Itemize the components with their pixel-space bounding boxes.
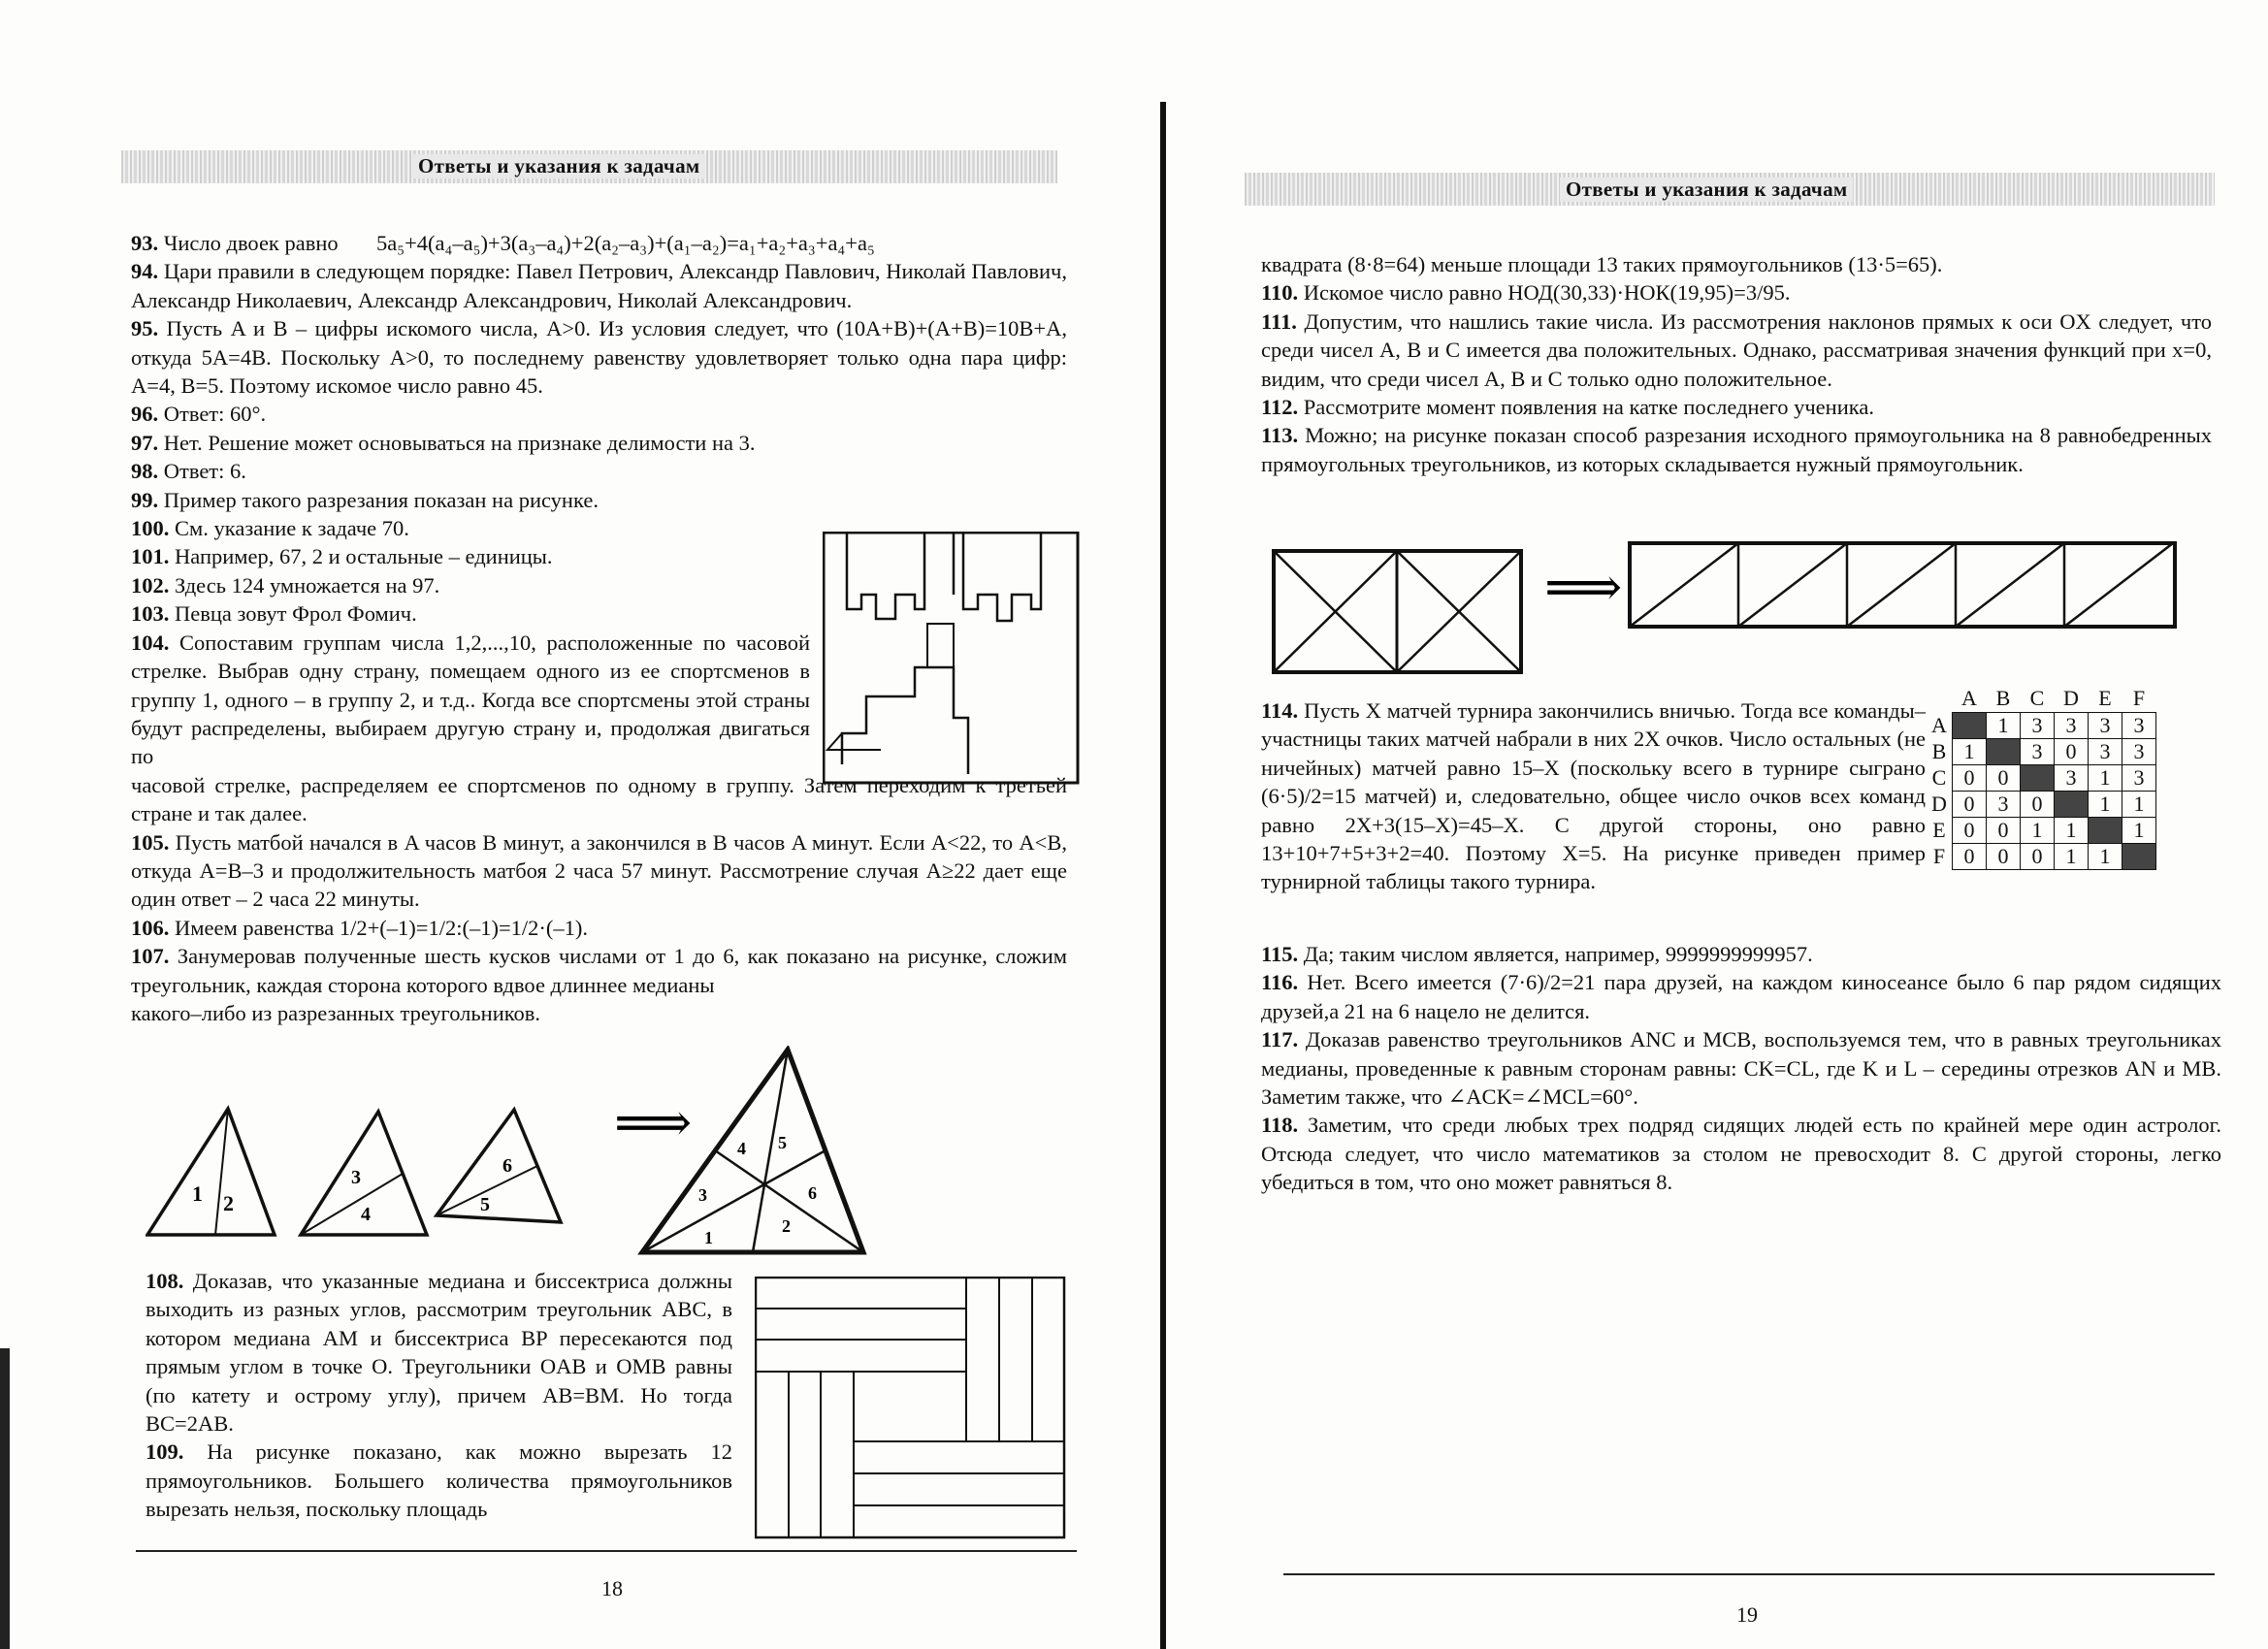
table-cell: 1 <box>2055 818 2089 844</box>
table-cell: 3 <box>2122 713 2156 739</box>
piece-label: 3 <box>698 1185 707 1205</box>
table-cell: 1 <box>2122 792 2156 818</box>
column-header: D <box>2063 686 2079 710</box>
piece-label: 5 <box>480 1194 490 1215</box>
answer-104: 104. Сопоставим группам числа 1,2,...,10, расположенные по часовой стрелке. Выбрав одну страну, помещаем одного из ее спортсменов в группу 1, одного – в группу 2, и т.д.. Когда все спортсмены этой страны будут распределены, выбираем другую страну и, продолжая двигаться по <box>131 630 810 769</box>
answer-110: 110. Искомое число равно НОД(30,33)·НОК(19,95)=3/95. <box>1261 280 1791 306</box>
answer-102: 102. Здесь 124 умножается на 97. <box>131 572 440 598</box>
figure-107-triangles <box>146 1046 873 1261</box>
column-header: C <box>2029 686 2045 710</box>
piece-label: 1 <box>192 1181 203 1206</box>
answer-109: 109. На рисунке показано, как можно вырезать 12 прямоугольников. Большего количества прямоугольников вырезать нельзя, поскольку площадь <box>146 1439 732 1522</box>
text-block-115-118 <box>1261 940 2221 1197</box>
piece-label: 3 <box>351 1167 361 1188</box>
page-19 <box>1182 0 2268 1649</box>
formula-93: 5a₅+4(a₄–a₅)+3(a₃–a₄)+2(a₂–a₃)+(a₁–a₂)=a₁+a₂+a₃+a₄+a₅ <box>376 231 875 255</box>
figure-113-triangles <box>1271 539 2183 677</box>
row-header: C <box>1931 765 1947 790</box>
running-header-text: Ответы и указания к задачам <box>412 154 705 178</box>
table-cell: 0 <box>1987 818 2021 844</box>
answer-105: 105. Пусть матбой начался в A часов B минут, а закончился в B часов A минут. Если A<22, то A<B, откуда A=B–3 и продолжительность матбоя 2 часа 57 минут. Рассмотрение случая A≥22 дает еще один ответ – 2 часа 22 минуты. <box>131 829 1067 912</box>
table-cell: 0 <box>1953 818 1987 844</box>
answer-118: 118. Заметим, что среди любых трех подряд сидящих людей есть по крайней мере один астролог. Отсюда следует, что число математиков за столом не превосходит 8. С другой стороны, легко убедиться в том, что оно может равняться 8. <box>1261 1113 2221 1195</box>
table-cell: 3 <box>1987 792 2021 818</box>
table-header-row <box>1927 685 2156 713</box>
row-header: E <box>1932 818 1946 842</box>
table-cell-shaded <box>1987 739 2021 765</box>
running-header-right <box>1245 173 2215 206</box>
text-block-108-109 <box>146 1267 732 1524</box>
table-cell: 1 <box>1987 713 2021 739</box>
table-row <box>1927 713 2156 739</box>
piece-label: 6 <box>502 1155 512 1177</box>
triangle-piece-5-6 <box>437 1110 561 1222</box>
answer-100: 100. См. указание к задаче 70. <box>131 516 409 541</box>
table-cell-shaded <box>2122 844 2156 870</box>
answer-101: 101. Например, 67, 2 и остальные – единицы. <box>131 544 553 569</box>
arrow-icon: ⟹ <box>1544 558 1623 618</box>
arrow-icon: ⟹ <box>614 1093 693 1153</box>
footer-rule <box>136 1550 1077 1552</box>
answer-115: 115. Да; таким числом является, например, 9999999999957. <box>1261 942 1813 966</box>
piece-label: 4 <box>737 1139 746 1158</box>
answer-106: 106. Имеем равенства 1/2+(–1)=1/2:(–1)=1/2·(–1). <box>131 915 588 940</box>
answer-96: 96. Ответ: 60°. <box>131 402 267 427</box>
piece-label: 6 <box>808 1183 817 1203</box>
answer-107-cont: какого–либо из разрезанных треугольников. <box>131 1000 541 1025</box>
answer-97: 97. Нет. Решение может основываться на признаке делимости на 3. <box>131 430 756 455</box>
table-cell: 3 <box>2089 739 2122 765</box>
footer-rule <box>1283 1573 2215 1575</box>
running-header-text: Ответы и указания к задачам <box>1560 178 1853 202</box>
table-cell: 3 <box>2055 765 2089 792</box>
answer-94: 94. Цари правили в следующем порядке: Павел Петрович, Александр Павлович, Николай Павлович, Александр Николаевич, Александр Александрович, Николай Александрович. <box>131 259 1067 312</box>
piece-label: 5 <box>778 1133 787 1152</box>
answer-93: 93. Число двоек равно 5a₅+4(a₄–a₅)+3(a₃–a₄)+2(a₂–a₃)+(a₁–a₂)=a₁+a₂+a₃+a₄+a₅ <box>131 231 875 255</box>
answer-112: 112. Рассмотрите момент появления на катке последнего ученика. <box>1261 395 1874 420</box>
triangle-piece-1-2 <box>147 1109 275 1235</box>
table-row <box>1927 844 2156 870</box>
row-header: D <box>1931 792 1947 816</box>
table-row <box>1927 792 2156 818</box>
column-header: F <box>2132 686 2146 710</box>
table-cell: 0 <box>1987 844 2021 870</box>
column-header: B <box>1995 686 2011 710</box>
row-header: F <box>1932 844 1946 868</box>
table-cell: 3 <box>2122 739 2156 765</box>
table-cell: 1 <box>2089 792 2122 818</box>
page-number: 19 <box>1736 1602 1758 1627</box>
table-row <box>1927 818 2156 844</box>
table-cell: 3 <box>2089 713 2122 739</box>
table-cell: 3 <box>2122 765 2156 792</box>
table-cell-shaded <box>2055 792 2089 818</box>
table-cell: 1 <box>2089 765 2122 792</box>
table-cell: 0 <box>1987 765 2021 792</box>
answer-113: 113. Можно; на рисунке показан способ разрезания исходного прямоугольника на 8 равнобедренных прямоугольных треугольников, из которых складывается нужный прямоугольник. <box>1261 423 2212 476</box>
answer-103: 103. Певца зовут Фрол Фомич. <box>131 601 417 627</box>
table-cell: 3 <box>2055 713 2089 739</box>
answer-107: 107. Занумеровав полученные шесть кусков числами от 1 до 6, как показано на рисунке, сложим треугольник, каждая сторона которого вдвое длиннее медианы <box>131 944 1067 997</box>
table-row <box>1927 739 2156 765</box>
table-cell: 0 <box>1953 765 1987 792</box>
table-cell: 1 <box>2089 844 2122 870</box>
table-cell: 1 <box>2021 818 2055 844</box>
answer-117: 117. Доказав равенство треугольников ANC и MCB, воспользуемся тем, что в равных треугольниках медианы, проведенные к равным сторонам равны: CK=CL, где K и L – середины отрезков AN и MB. Заметим также, что ∠ACK=∠MCL=60°. <box>1261 1027 2221 1110</box>
answer-104-cont: часовой стрелке, распределяем ее спортсменов по одному в группу. Затем переходим к третьей стране и так далее. <box>131 772 1067 826</box>
row-header: A <box>1931 713 1947 737</box>
answer-109-cont: квадрата (8·8=64) меньше площади 13 таких прямоугольников (13·5=65). <box>1261 252 1943 276</box>
table-cell: 0 <box>2021 844 2055 870</box>
figure-99-cutting <box>823 532 1081 786</box>
table-row <box>1927 765 2156 792</box>
tournament-table <box>1927 685 2156 870</box>
page-number: 18 <box>601 1576 623 1600</box>
table-cell: 1 <box>2122 818 2156 844</box>
figure-109-rectangles <box>755 1277 1067 1540</box>
answer-114: 114. Пусть X матчей турнира закончились вничью. Тогда все команды–участницы таких матчей набрали в них 2X очков. Число остальных (не ничейных) матчей равно 15–X (поскольку всего в турнире сыграно (6·5)/2=15 матчей) и, следовательно, общее число очков всех команд равно 2X+3(15–X)=45–X. С другой стороны, оно равно 13+10+7+5+3+2=40. Поэтому X=5. На рисунке приведен пример турнирной таблицы такого турнира. <box>1261 698 1926 894</box>
table-cell: 0 <box>2021 792 2055 818</box>
piece-label: 1 <box>704 1228 713 1247</box>
table-cell-shaded <box>2089 818 2122 844</box>
table-cell: 0 <box>1953 792 1987 818</box>
piece-label: 2 <box>223 1191 234 1215</box>
answer-116: 116. Нет. Всего имеется (7·6)/2=21 пара друзей, на каждом киносеансе было 6 пар рядом сидящих друзей,а 21 на 6 нацело не делится. <box>1261 970 2221 1023</box>
table-cell-shaded <box>1953 713 1987 739</box>
column-header: E <box>2098 686 2112 710</box>
running-header-left <box>121 150 1057 183</box>
answer-111: 111. Допустим, что нашлись такие числа. Из рассмотрения наклонов прямых к оси OX следует, что среди чисел A, B и C имеется два положительных. Однако, рассматривая значения функций при x=0, видим, что среди чисел A, B и C только одно положительное. <box>1261 308 2212 391</box>
row-header: B <box>1931 739 1947 763</box>
text-block-114 <box>1261 696 1926 896</box>
table-cell: 1 <box>2055 844 2089 870</box>
piece-label: 2 <box>782 1216 791 1236</box>
table-cell: 0 <box>1953 844 1987 870</box>
table-cell-shaded <box>2021 765 2055 792</box>
answer-99: 99. Пример такого разрезания показан на рисунке. <box>131 487 599 512</box>
answer-108: 108. Доказав, что указанные медиана и биссектриса должны выходить из разных углов, рассмотрим треугольник ABC, в котором медиана AM и биссектриса BP пересекаются под прямым углом в точке O. Треугольники OAB и OMB равны (по катету и острому углу), причем AB=BM. Но тогда BC=2AB. <box>146 1269 732 1437</box>
answer-98: 98. Ответ: 6. <box>131 459 246 484</box>
triangle-piece-3-4 <box>301 1112 427 1235</box>
column-header: A <box>1961 686 1977 710</box>
table-cell: 3 <box>2021 739 2055 765</box>
answer-95: 95. Пусть A и B – цифры искомого числа, A>0. Из условия следует, что (10A+B)+(A+B)=10B+A, откуда 5A=4B. Поскольку A>0, то последнему равенству удовлетворяет только одна пара цифр: A=4, B=5. Поэтому искомое число равно 45. <box>131 316 1067 399</box>
piece-label: 4 <box>361 1204 371 1225</box>
table-cell: 3 <box>2021 713 2055 739</box>
text-block-109-113 <box>1261 250 2212 478</box>
table-cell: 0 <box>2055 739 2089 765</box>
table-cell: 1 <box>1953 739 1987 765</box>
